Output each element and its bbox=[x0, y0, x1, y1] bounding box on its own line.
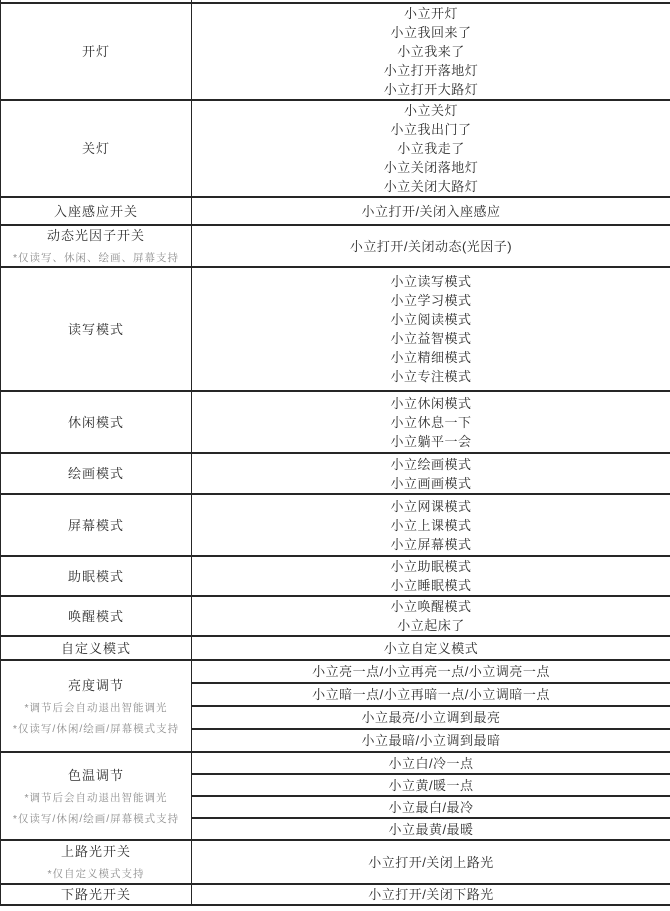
function-label: 关灯 bbox=[81, 141, 110, 156]
voice-command: 小立关闭大路灯 bbox=[383, 179, 479, 194]
voice-command: 小立唤醒模式 bbox=[390, 599, 472, 614]
function-note: *仅读写/休闲/绘画/屏幕模式支持 bbox=[12, 722, 180, 735]
voice-command: 小立学习模式 bbox=[390, 293, 472, 308]
voice-command: 小立最黄/最暖 bbox=[388, 821, 474, 837]
function-cell-seat-sensor-switch bbox=[1, 197, 192, 225]
commands-cell bbox=[192, 729, 670, 752]
voice-command: 小立读写模式 bbox=[390, 274, 472, 289]
commands-cell bbox=[192, 225, 670, 267]
voice-command: 小立暗一点/小立再暗一点/小立调暗一点 bbox=[312, 687, 550, 702]
table-row-light-on bbox=[1, 3, 670, 100]
function-cell-sleep-aid-mode bbox=[1, 556, 192, 596]
voice-command: 小立我来了 bbox=[397, 44, 465, 59]
voice-command: 小立睡眠模式 bbox=[390, 578, 472, 593]
function-cell-color-temp-adjust bbox=[1, 752, 192, 840]
function-note: *调节后会自动退出智能调光 bbox=[24, 701, 168, 714]
voice-command: 小立亮一点/小立再亮一点/小立调亮一点 bbox=[312, 664, 550, 679]
voice-command: 小立助眠模式 bbox=[390, 559, 472, 574]
commands-cell bbox=[192, 683, 670, 706]
voice-command: 小立休闲模式 bbox=[390, 395, 472, 411]
table-row-painting-mode bbox=[1, 453, 670, 494]
voice-command: 小立绘画模式 bbox=[390, 456, 472, 472]
function-note: *仅读写、休闲、绘画、屏幕支持 bbox=[12, 252, 180, 264]
voice-command: 小立我走了 bbox=[397, 141, 465, 156]
table-row-lower-light-switch bbox=[1, 884, 670, 905]
voice-command: 小立打开落地灯 bbox=[383, 63, 479, 78]
commands-cell bbox=[192, 636, 670, 660]
commands-cell bbox=[192, 453, 670, 494]
commands-cell bbox=[192, 774, 670, 796]
function-cell-dynamic-light-factor-switch bbox=[1, 225, 192, 267]
table-row-reading-writing-mode bbox=[1, 267, 670, 391]
function-label: 色温调节 bbox=[67, 767, 124, 783]
function-cell-light-off bbox=[1, 100, 192, 197]
voice-command: 小立我出门了 bbox=[390, 122, 472, 137]
function-label: 屏幕模式 bbox=[67, 517, 124, 533]
commands-cell bbox=[192, 840, 670, 884]
function-cell-light-on bbox=[1, 3, 192, 100]
function-cell-lower-light-switch bbox=[1, 884, 192, 905]
function-label: 上路光开关 bbox=[60, 844, 131, 859]
commands-cell bbox=[192, 706, 670, 729]
voice-command: 小立休息一下 bbox=[390, 414, 472, 430]
function-note: *仅自定义模式支持 bbox=[47, 868, 145, 880]
voice-command: 小立打开/关闭动态(光因子) bbox=[349, 238, 513, 254]
voice-command: 小立最亮/小立调到最亮 bbox=[361, 710, 501, 725]
table-row-dynamic-light-factor-switch bbox=[1, 225, 670, 267]
voice-command: 小立屏幕模式 bbox=[390, 536, 472, 552]
function-note: *调节后会自动退出智能调光 bbox=[24, 791, 168, 804]
commands-cell bbox=[192, 391, 670, 453]
voice-command: 小立益智模式 bbox=[390, 331, 472, 346]
table-row-leisure-mode bbox=[1, 391, 670, 453]
table-row-color-temp-adjust-0 bbox=[1, 752, 670, 774]
function-cell-reading-writing-mode bbox=[1, 267, 192, 391]
function-cell-painting-mode bbox=[1, 453, 192, 494]
table-row-upper-light-switch bbox=[1, 840, 670, 884]
function-label: 读写模式 bbox=[67, 321, 124, 337]
voice-command: 小立开灯 bbox=[403, 6, 458, 21]
commands-cell bbox=[192, 752, 670, 774]
function-label: 自定义模式 bbox=[60, 640, 131, 656]
voice-command: 小立专注模式 bbox=[390, 369, 472, 384]
table-row-seat-sensor-switch bbox=[1, 197, 670, 225]
voice-command: 小立打开大路灯 bbox=[383, 82, 479, 97]
commands-cell bbox=[192, 660, 670, 683]
commands-cell bbox=[192, 494, 670, 556]
commands-cell bbox=[192, 796, 670, 818]
commands-cell bbox=[192, 884, 670, 905]
function-label: 助眠模式 bbox=[67, 568, 124, 584]
commands-cell bbox=[192, 3, 670, 100]
function-label: 绘画模式 bbox=[67, 466, 124, 481]
voice-command: 小立自定义模式 bbox=[383, 640, 479, 656]
voice-command: 小立起床了 bbox=[397, 618, 465, 633]
function-cell-leisure-mode bbox=[1, 391, 192, 453]
function-label: 动态光因子开关 bbox=[46, 228, 145, 243]
voice-command: 小立打开/关闭上路光 bbox=[368, 854, 494, 870]
function-note: *仅读写/休闲/绘画/屏幕模式支持 bbox=[12, 812, 180, 825]
commands-cell bbox=[192, 596, 670, 636]
function-label: 亮度调节 bbox=[67, 677, 124, 693]
table-row-light-off bbox=[1, 100, 670, 197]
voice-command: 小立网课模式 bbox=[390, 498, 472, 514]
function-label: 下路光开关 bbox=[60, 887, 131, 902]
table-row-sleep-aid-mode bbox=[1, 556, 670, 596]
table-row-custom-mode bbox=[1, 636, 670, 660]
voice-command: 小立打开/关闭入座感应 bbox=[361, 203, 501, 219]
commands-cell bbox=[192, 556, 670, 596]
table-row-brightness-adjust-0 bbox=[1, 660, 670, 683]
voice-command: 小立画画模式 bbox=[390, 475, 472, 491]
function-cell-custom-mode bbox=[1, 636, 192, 660]
function-cell-wake-up-mode bbox=[1, 596, 192, 636]
function-label: 休闲模式 bbox=[67, 414, 124, 430]
voice-command: 小立精细模式 bbox=[390, 350, 472, 365]
commands-cell bbox=[192, 197, 670, 225]
table-row-wake-up-mode bbox=[1, 596, 670, 636]
voice-command: 小立上课模式 bbox=[390, 517, 472, 533]
voice-command: 小立我回来了 bbox=[390, 25, 472, 40]
voice-command: 小立打开/关闭下路光 bbox=[368, 887, 494, 902]
commands-cell bbox=[192, 818, 670, 840]
table-row-screen-mode bbox=[1, 494, 670, 556]
voice-command: 小立最白/最冷 bbox=[388, 799, 474, 815]
voice-command: 小立白/冷一点 bbox=[388, 755, 474, 771]
function-cell-screen-mode bbox=[1, 494, 192, 556]
function-cell-brightness-adjust bbox=[1, 660, 192, 752]
commands-cell bbox=[192, 100, 670, 197]
voice-command: 小立关灯 bbox=[403, 103, 458, 118]
commands-cell bbox=[192, 267, 670, 391]
function-label: 唤醒模式 bbox=[67, 608, 124, 624]
voice-command: 小立躺平一会 bbox=[390, 433, 472, 449]
function-label: 开灯 bbox=[81, 44, 110, 59]
voice-command: 小立最暗/小立调到最暗 bbox=[361, 733, 501, 748]
voice-command: 小立黄/暖一点 bbox=[388, 777, 474, 793]
function-label: 入座感应开关 bbox=[53, 203, 138, 219]
function-cell-upper-light-switch bbox=[1, 840, 192, 884]
voice-command: 小立关闭落地灯 bbox=[383, 160, 479, 175]
voice-command: 小立阅读模式 bbox=[390, 312, 472, 327]
